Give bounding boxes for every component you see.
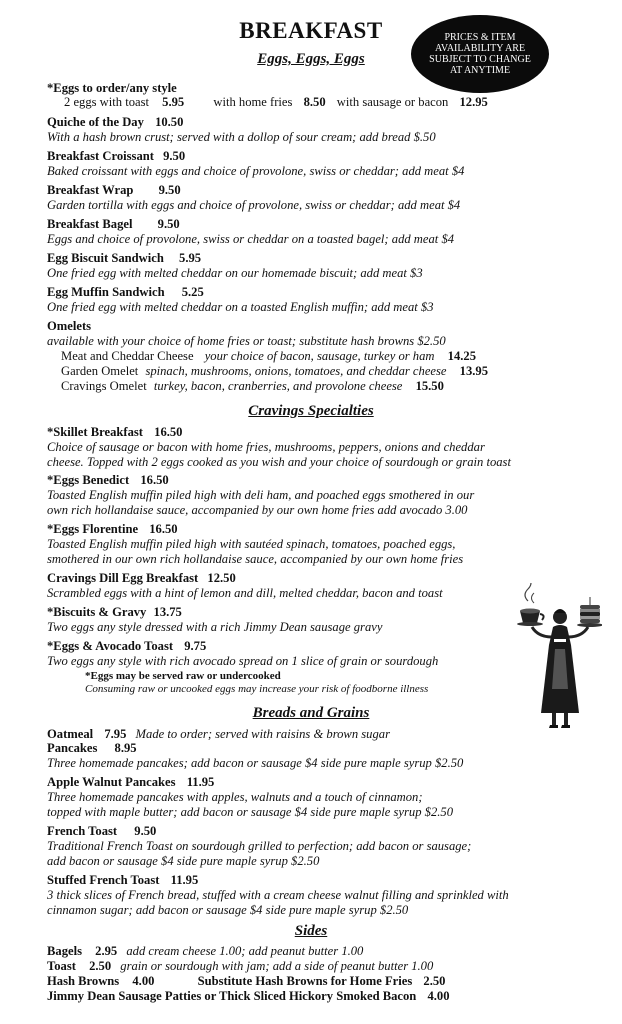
- side-row: [47, 989, 450, 1004]
- item-price: 5.25: [181, 285, 204, 299]
- item-name: Stuffed French Toast: [47, 873, 160, 887]
- item-price: 2.95: [95, 944, 118, 958]
- menu-item-header: [47, 741, 137, 756]
- item-name: Substitute Hash Browns for Home Fries: [197, 974, 413, 988]
- notice-line: PRICES & ITEM: [444, 32, 516, 43]
- foodborne-illness-warning: Consuming raw or uncooked eggs may increase your risk of foodborne illness: [85, 683, 429, 695]
- option-label: with home fries: [213, 95, 293, 109]
- item-price: 7.95: [104, 727, 127, 741]
- item-description: own rich hollandaise sauce, accompanied by our own home fries add avocado 3.00: [47, 503, 468, 517]
- option-price: 5.95: [162, 95, 185, 109]
- item-description: cinnamon sugar; add bacon or sausage $4 side pure maple syrup $2.50: [47, 903, 409, 917]
- menu-item-header: [47, 727, 390, 742]
- item-description: Garden tortilla with eggs and choice of provolone, swiss or cheddar; add meat $4: [47, 198, 461, 212]
- menu-item-header: [47, 473, 169, 488]
- option-label: with sausage or bacon: [336, 95, 449, 109]
- item-description: cheese. Topped with 2 eggs cooked as you wish and your choice of sourdough or grain toast: [47, 455, 511, 469]
- item-price: 2.50: [423, 974, 446, 988]
- item-price: 9.75: [184, 639, 207, 653]
- menu-item-header: [47, 824, 156, 839]
- omelet-price: 14.25: [447, 349, 476, 363]
- item-name: *Skillet Breakfast: [47, 425, 143, 439]
- omelet-price: 15.50: [415, 379, 444, 393]
- item-description: add cream cheese 1.00; add peanut butter 1.00: [126, 944, 364, 958]
- waitress-illustration: [510, 583, 602, 733]
- omelet-name: Cravings Omelet: [61, 379, 147, 393]
- side-row: [47, 944, 363, 959]
- menu-item-header: [47, 522, 178, 537]
- item-description: One fried egg with melted cheddar on our homemade biscuit; add meat $3: [47, 266, 423, 280]
- item-description: Traditional French Toast on sourdough grilled to perfection; add bacon or sausage;: [47, 839, 472, 853]
- item-description: Two eggs any style dressed with a rich Jimmy Dean sausage gravy: [47, 620, 383, 634]
- item-name: Pancakes: [47, 741, 98, 755]
- omelet-desc: your choice of bacon, sausage, turkey or ham: [204, 349, 435, 363]
- item-description: With a hash brown crust; served with a dollop of sour cream; add bread $.50: [47, 130, 436, 144]
- item-price: 10.50: [155, 115, 184, 129]
- item-name: *Eggs Florentine: [47, 522, 139, 536]
- item-price: 9.50: [158, 183, 181, 197]
- section-title-eggs: Eggs, Eggs, Eggs: [257, 51, 365, 67]
- item-price: 13.75: [153, 605, 182, 619]
- eggs-to-order-options: [64, 95, 488, 110]
- option-price: 8.50: [303, 95, 326, 109]
- item-name: *Eggs & Avocado Toast: [47, 639, 174, 653]
- item-price: 12.50: [207, 571, 236, 585]
- option-price: 12.95: [459, 95, 488, 109]
- item-price: 11.95: [186, 775, 215, 789]
- item-name: Quiche of the Day: [47, 115, 144, 129]
- item-description: Eggs and choice of provolone, swiss or cheddar on a toasted bagel; add meat $4: [47, 232, 455, 246]
- menu-item-header: [47, 149, 185, 164]
- item-description: 3 thick slices of French bread, stuffed with a cream cheese walnut filling and sprinkled with: [47, 888, 509, 902]
- item-description: Choice of sausage or bacon with home fries, mushrooms, peppers, onions and cheddar: [47, 440, 485, 454]
- item-price: 8.95: [114, 741, 137, 755]
- menu-item-header: [47, 115, 183, 130]
- item-description: Three homemade pancakes with apples, walnuts and a touch of cinnamon;: [47, 790, 423, 804]
- item-name: Breakfast Croissant: [47, 149, 154, 163]
- notice-line: SUBJECT TO CHANGE: [429, 54, 531, 65]
- menu-item-header: [47, 605, 182, 620]
- item-price: 9.50: [157, 217, 180, 231]
- item-name: Oatmeal: [47, 727, 94, 741]
- item-name: Apple Walnut Pancakes: [47, 775, 176, 789]
- omelet-price: 13.95: [459, 364, 488, 378]
- item-name: *Eggs Benedict: [47, 473, 130, 487]
- menu-item-header: [47, 251, 201, 266]
- item-name: Jimmy Dean Sausage Patties or Thick Sliced Hickory Smoked Bacon: [47, 989, 417, 1003]
- side-row: [47, 959, 433, 974]
- item-name: Omelets: [47, 319, 92, 333]
- section-title-sides: Sides: [294, 923, 328, 939]
- item-price: 9.50: [134, 824, 157, 838]
- item-description: grain or sourdough with jam; add a side of peanut butter 1.00: [120, 959, 434, 973]
- item-description: Two eggs any style with rich avocado spread on 1 slice of grain or sourdough: [47, 654, 439, 668]
- item-price: 11.95: [170, 873, 199, 887]
- item-price: 16.50: [140, 473, 169, 487]
- item-name: French Toast: [47, 824, 118, 838]
- item-description: smothered in our own rich hollandaise sauce, accompanied by our own home fries: [47, 552, 464, 566]
- omelet-desc: turkey, bacon, cranberries, and provolone cheese: [153, 379, 403, 393]
- item-name: Egg Muffin Sandwich: [47, 285, 165, 299]
- item-description: Baked croissant with eggs and choice of provolone, swiss or cheddar; add meat $4: [47, 164, 465, 178]
- item-name: *Biscuits & Gravy: [47, 605, 147, 619]
- item-name: Bagels: [47, 944, 82, 958]
- menu-item-header: [47, 775, 214, 790]
- omelet-name: Meat and Cheddar Cheese: [61, 349, 194, 363]
- notice-line: AVAILABILITY ARE: [434, 43, 526, 54]
- item-name: Hash Browns: [47, 974, 120, 988]
- omelet-desc: spinach, mushrooms, onions, tomatoes, and cheddar cheese: [145, 364, 447, 378]
- item-name: Breakfast Wrap: [47, 183, 134, 197]
- item-description: Scrambled eggs with a hint of lemon and dill, melted cheddar, bacon and toast: [47, 586, 443, 600]
- item-description: One fried egg with melted cheddar on a toasted English muffin; add meat $3: [47, 300, 434, 314]
- option-label: 2 eggs with toast: [64, 95, 150, 109]
- raw-egg-warning: *Eggs may be served raw or undercooked: [85, 670, 281, 682]
- item-price: 2.50: [89, 959, 112, 973]
- section-title-breads: Breads and Grains: [252, 705, 370, 721]
- item-description: topped with maple butter; add bacon or sausage $4 side pure maple syrup $2.50: [47, 805, 453, 819]
- item-name: Toast: [47, 959, 76, 973]
- menu-item-header: [47, 873, 198, 888]
- menu-item-header: [47, 217, 180, 232]
- item-description: Toasted English muffin piled high with deli ham, and poached eggs smothered in our: [47, 488, 475, 502]
- item-price: 5.95: [179, 251, 202, 265]
- omelet-name: Garden Omelet: [61, 364, 139, 378]
- item-name: Egg Biscuit Sandwich: [47, 251, 164, 265]
- omelet-row: [61, 364, 488, 379]
- omelet-row: [61, 379, 444, 394]
- item-name: *Eggs to order/any style: [47, 81, 177, 95]
- item-description: add bacon or sausage $4 side pure maple syrup $2.50: [47, 854, 320, 868]
- item-price: 9.50: [163, 149, 186, 163]
- notice-line: AT ANYTIME: [449, 65, 511, 76]
- item-price: 16.50: [149, 522, 178, 536]
- side-row: [47, 974, 445, 989]
- item-description: available with your choice of home fries or toast; substitute hash browns $2.50: [47, 334, 446, 348]
- menu-item-header: [47, 425, 182, 440]
- item-name: Cravings Dill Egg Breakfast: [47, 571, 199, 585]
- item-price: 16.50: [154, 425, 183, 439]
- menu-item-header: [47, 571, 236, 586]
- section-title-specialties: Cravings Specialties: [248, 403, 374, 419]
- item-description: Three homemade pancakes; add bacon or sausage $4 side pure maple syrup $2.50: [47, 756, 464, 770]
- menu-title: BREAKFAST: [239, 18, 383, 43]
- item-name: Breakfast Bagel: [47, 217, 133, 231]
- item-price: 4.00: [427, 989, 450, 1003]
- menu-item-header: [47, 285, 204, 300]
- menu-item-header: [47, 639, 206, 654]
- omelet-row: [61, 349, 476, 364]
- item-description: Made to order; served with raisins & brown sugar: [135, 727, 390, 741]
- item-price: 4.00: [132, 974, 155, 988]
- item-description: Toasted English muffin piled high with sautéed spinach, tomatoes, poached eggs,: [47, 537, 456, 551]
- menu-item-header: [47, 183, 181, 198]
